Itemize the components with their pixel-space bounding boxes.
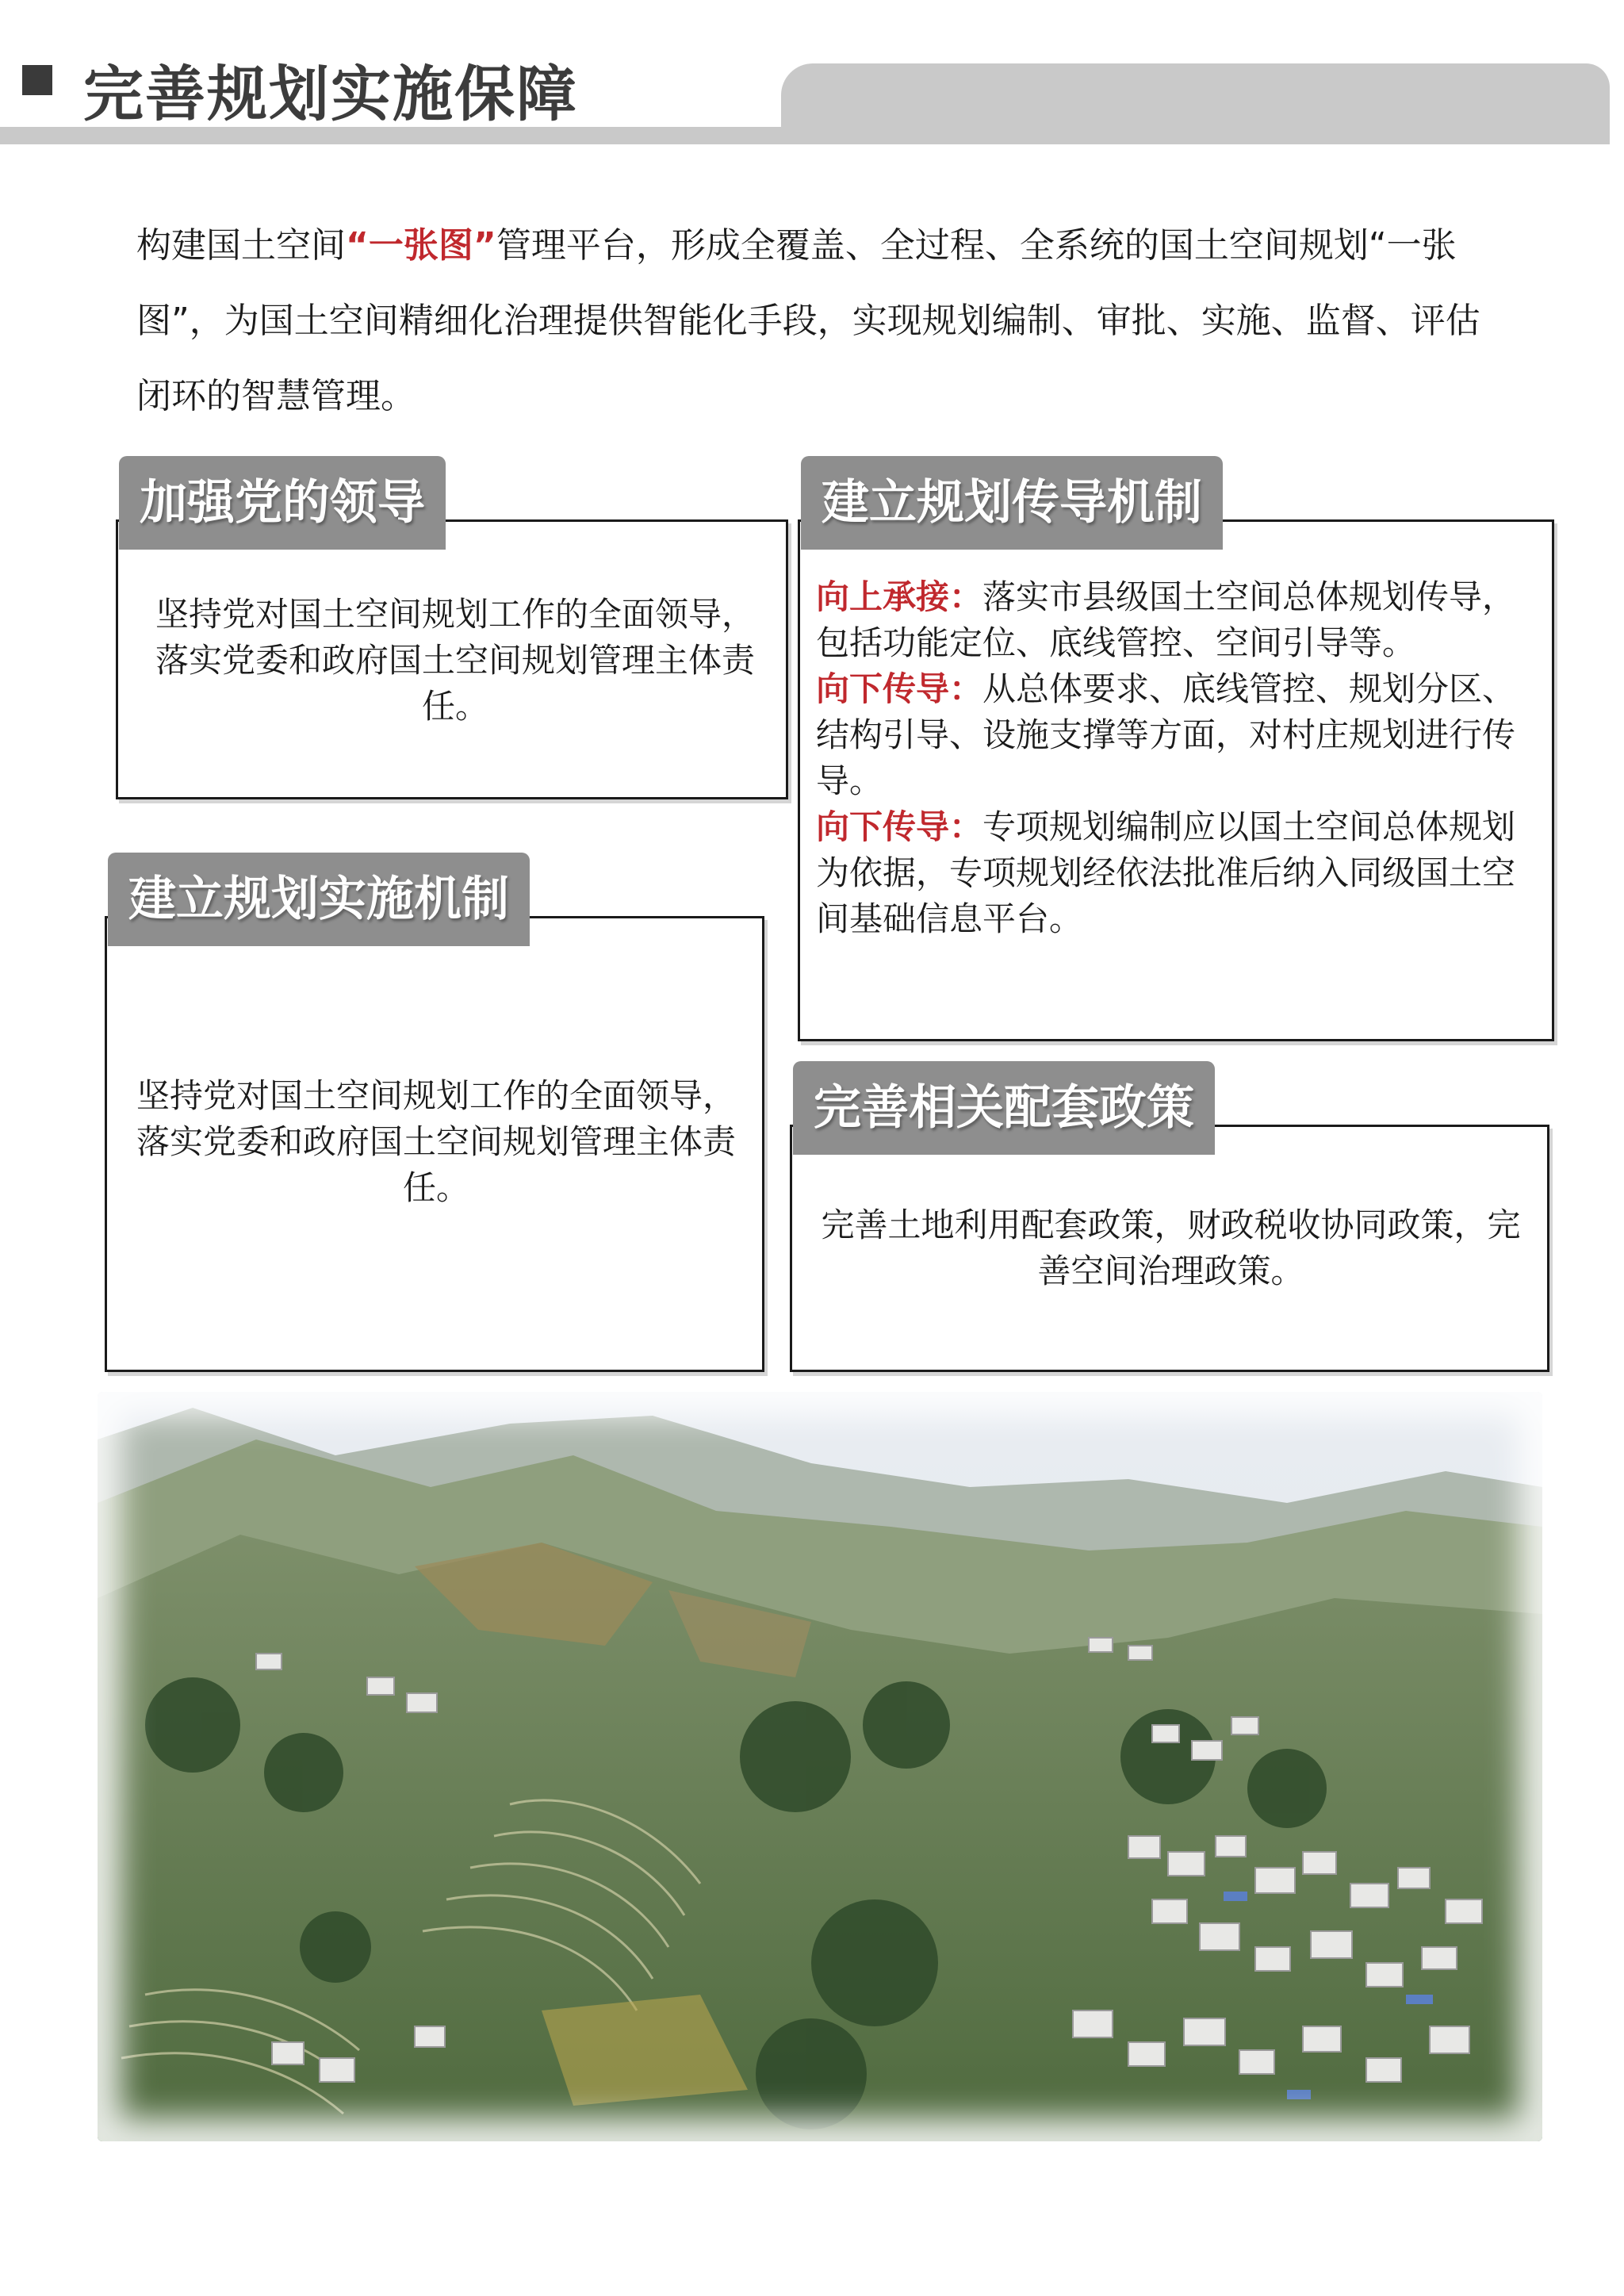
card-implementation-title: 建立规划实施机制 (108, 853, 530, 946)
transmission-item (816, 666, 1530, 804)
card-policy (790, 1125, 1549, 1372)
card-implementation-text: 坚持党对国土空间规划工作的全面领导，落实党委和政府国土空间规划管理主体责任。 (136, 1076, 736, 1207)
intro-paragraph (136, 208, 1484, 434)
village-aerial-photo (98, 1392, 1542, 2141)
card-policy-text: 完善土地利用配套政策，财政税收协同政策，完善空间治理政策。 (821, 1205, 1521, 1290)
card-transmission (798, 519, 1554, 1041)
page-title: 完善规划实施保障 (83, 59, 578, 129)
intro-part1: 构建国土空间 (136, 225, 346, 266)
intro-part2: 管理平台，形成全覆盖、全过程、全系统的国土空间规划“一张图”，为国土空间精细化治理提供智能化手段，实现规划编制、审批、实施、监督、评估闭环的智慧管理。 (136, 225, 1480, 416)
card-party-text: 坚持党对国土空间规划工作的全面领导，落实党委和政府国土空间规划管理主体责任。 (155, 595, 755, 726)
card-transmission-title: 建立规划传导机制 (801, 456, 1223, 550)
card-party-leadership (116, 519, 788, 799)
header-square-icon (22, 65, 52, 95)
intro-highlight: “一张图” (346, 225, 496, 266)
card-transmission-body (816, 574, 1530, 942)
transmission-item (816, 804, 1530, 942)
transmission-item-label: 向下传导： (816, 669, 983, 708)
transmission-item (816, 574, 1530, 666)
transmission-item-label: 向上承接： (816, 577, 983, 616)
transmission-item-text: 专项规划编制应以国土空间总体规划为依据，专项规划经依法批准后纳入同级国土空间基础信息平台。 (816, 807, 1516, 938)
transmission-item-text: 落实市县级国土空间总体规划传导，包括功能定位、底线管控、空间引导等。 (816, 577, 1516, 662)
transmission-item-text: 从总体要求、底线管控、规划分区、结构引导、设施支撑等方面，对村庄规划进行传导。 (816, 669, 1516, 800)
card-policy-title: 完善相关配套政策 (793, 1061, 1215, 1155)
transmission-item-label: 向下传导： (816, 807, 983, 846)
card-implementation (105, 916, 764, 1372)
village-landscape-illustration (98, 1392, 1542, 2141)
card-party-title: 加强党的领导 (119, 456, 446, 550)
